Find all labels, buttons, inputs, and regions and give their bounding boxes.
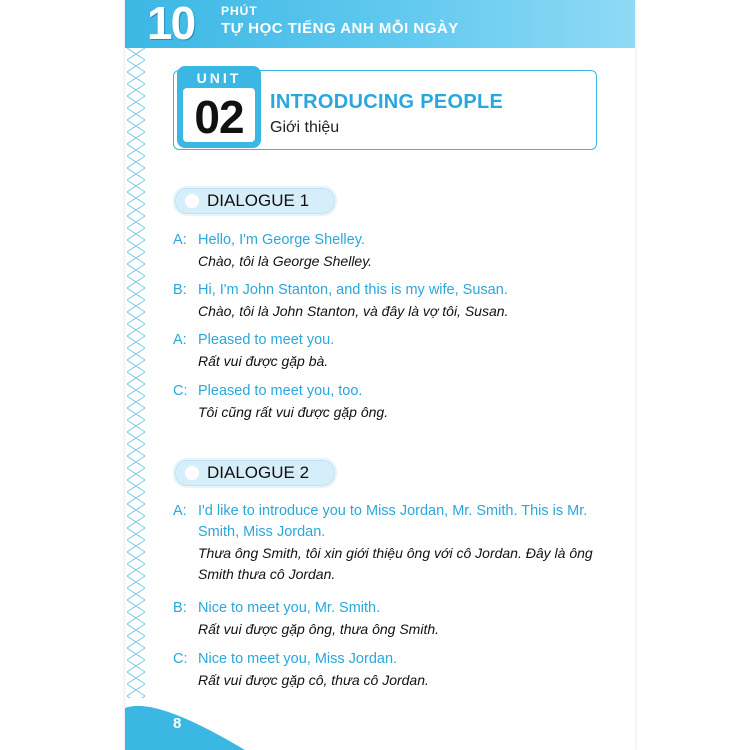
english-text: Pleased to meet you. — [198, 332, 335, 348]
cross-pattern-strip — [125, 48, 147, 698]
vietnamese-text: Tôi cũng rất vui được gặp ông. — [198, 404, 389, 420]
english-text: Hi, I'm John Stanton, and this is my wife, Susan. — [198, 282, 508, 298]
english-text: I'd like to introduce you to Miss Jordan, Mr. Smith. This is Mr. — [198, 503, 588, 519]
vietnamese-text: Rất vui được gặp ông, thưa ông Smith. — [198, 621, 440, 637]
header-sub-bottom: TỰ HỌC TIẾNG ANH MỖI NGÀY — [221, 20, 459, 37]
header-big-number: 10 — [147, 0, 195, 49]
dialogue-line — [173, 501, 613, 585]
book-page — [125, 0, 635, 750]
english-text: Nice to meet you, Miss Jordan. — [198, 651, 398, 667]
speaker-label: A: — [173, 332, 187, 348]
dialogue-line — [173, 280, 613, 322]
english-text: Smith, Miss Jordan. — [198, 524, 326, 540]
vietnamese-text: Chào, tôi là John Stanton, và đây là vợ tôi, Susan. — [198, 303, 509, 319]
english-text: Nice to meet you, Mr. Smith. — [198, 600, 381, 616]
dialogue-2-label: DIALOGUE 2 — [207, 463, 310, 482]
header-banner — [125, 0, 635, 48]
unit-label: UNIT — [196, 70, 242, 86]
speaker-label: B: — [173, 600, 187, 616]
pill-dot-icon — [185, 466, 199, 480]
header-sub-top: PHÚT — [221, 4, 258, 18]
dialogue-line — [173, 381, 613, 423]
vietnamese-text: Smith thưa cô Jordan. — [198, 566, 336, 582]
english-text: Pleased to meet you, too. — [198, 383, 363, 399]
speaker-label: A: — [173, 503, 187, 519]
dialogue-line — [173, 330, 613, 372]
vietnamese-text: Chào, tôi là George Shelley. — [198, 253, 373, 269]
dialogue-1-label: DIALOGUE 1 — [207, 191, 310, 210]
unit-title: INTRODUCING PEOPLE — [270, 91, 504, 113]
vietnamese-text: Thưa ông Smith, tôi xin giới thiệu ông với cô Jordan. Đây là ông — [198, 545, 593, 561]
unit-number: 02 — [194, 91, 244, 143]
english-text: Hello, I'm George Shelley. — [198, 232, 365, 248]
vietnamese-text: Rất vui được gặp bà. — [198, 353, 329, 369]
dialogue-2-pill — [173, 458, 337, 488]
unit-tag — [177, 66, 261, 148]
speaker-label: A: — [173, 232, 187, 248]
speaker-label: B: — [173, 282, 187, 298]
page-number: 8 — [173, 715, 182, 732]
dialogue-line — [173, 230, 613, 272]
dialogue-line — [173, 598, 613, 640]
pill-dot-icon — [185, 194, 199, 208]
footer-corner-decoration — [125, 690, 245, 750]
unit-subtitle: Giới thiệu — [270, 119, 340, 136]
dialogue-1-pill — [173, 186, 337, 216]
dialogue-line — [173, 649, 613, 691]
unit-number-box — [183, 88, 255, 142]
vietnamese-text: Rất vui được gặp cô, thưa cô Jordan. — [198, 672, 429, 688]
speaker-label: C: — [173, 651, 188, 667]
speaker-label: C: — [173, 383, 188, 399]
